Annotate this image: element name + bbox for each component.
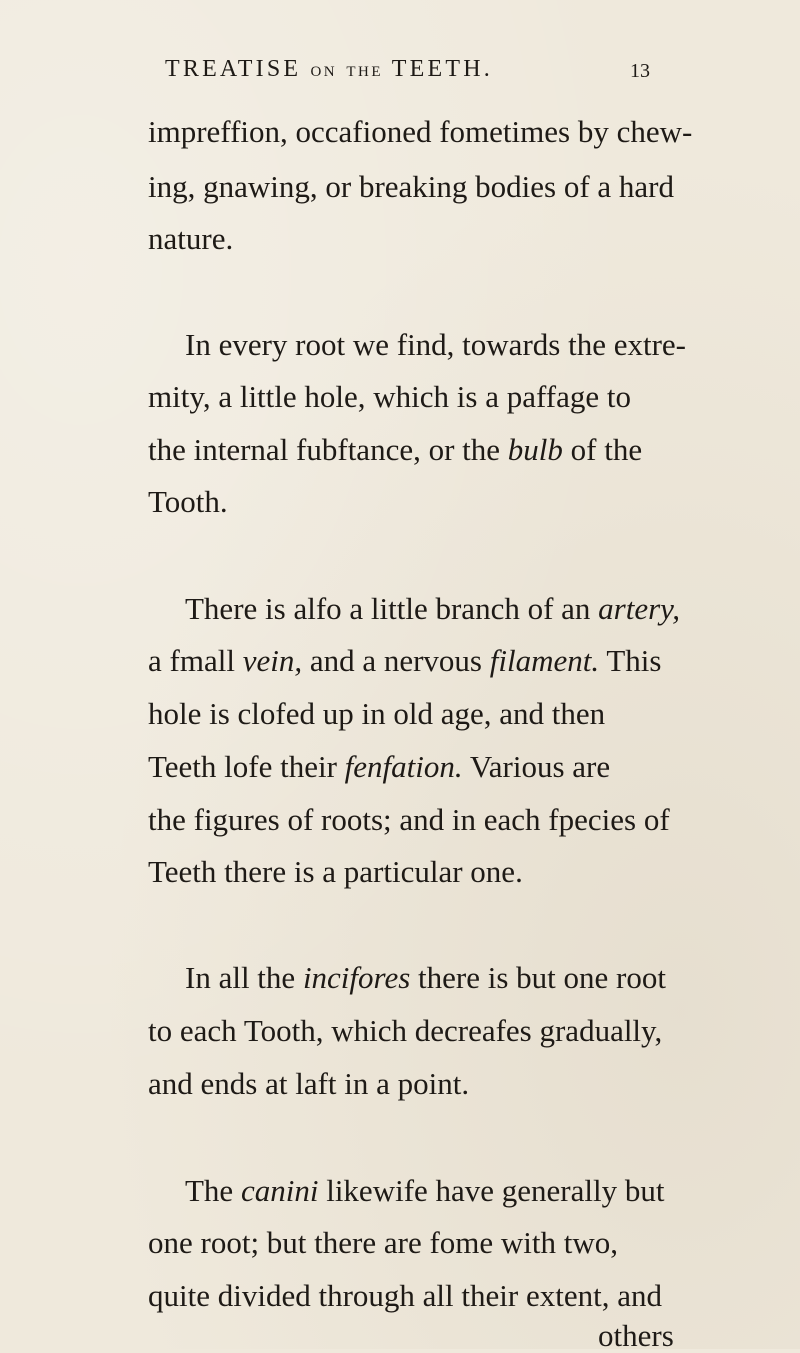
text-line-content: This (606, 643, 662, 678)
text-line-content: and ends at laft in a point. (148, 1066, 470, 1101)
text-line (148, 1227, 618, 1258)
text-line-content: there is but one root (418, 960, 666, 995)
text-line-content: nature. (148, 221, 234, 256)
text-line-content: likewife have generally but (326, 1173, 665, 1208)
text-line-content: In every root we find, towards the extre- (185, 327, 686, 362)
text-line-content: ing, gnawing, or breaking bodies of a hard (148, 169, 675, 204)
text-line-content: and a nervous (309, 643, 482, 678)
text-line (148, 856, 523, 887)
text-line-content: of the (570, 432, 643, 467)
text-line-content: Various are (469, 749, 611, 784)
text-line-content: impreffion, occafioned fometimes by chew- (148, 114, 693, 149)
header-word-teeth: TEETH. (391, 56, 493, 82)
text-line (148, 1015, 662, 1046)
text-line (185, 962, 666, 993)
text-line (148, 434, 642, 465)
text-line-content: hole is clofed up in old age, and then (148, 696, 606, 731)
text-line (148, 171, 674, 202)
text-line (148, 223, 233, 254)
text-line-content: to each Tooth, which decreafes gradually, (148, 1013, 663, 1048)
page-number: 13 (630, 60, 650, 82)
italic-term-artery: artery, (598, 591, 680, 626)
text-line (148, 698, 605, 729)
text-line-content: the figures of roots; and in each fpecies of (148, 802, 670, 837)
text-line-content: In all the (185, 960, 296, 995)
text-line-content: one root; but there are fome with two, (148, 1225, 619, 1260)
italic-term-canini: canini (240, 1173, 319, 1208)
header-word-the: THE (346, 64, 384, 80)
text-line (148, 1280, 662, 1311)
italic-term-incifores: incifores (302, 960, 411, 995)
italic-term-fenfation: fenfation. (344, 749, 463, 784)
header-word-treatise: TREATISE (165, 56, 302, 82)
text-line (148, 645, 661, 676)
text-line-content: the internal fubftance, or the (148, 432, 501, 467)
italic-term-vein: vein, (242, 643, 303, 678)
italic-term-filament: filament. (489, 643, 600, 678)
text-line (185, 1175, 664, 1206)
header-word-on: ON (310, 64, 338, 80)
text-line (148, 381, 631, 412)
text-line-content: Teeth lofe their (148, 749, 337, 784)
text-line-content: Tooth. (148, 484, 228, 519)
catchword: others (598, 1318, 674, 1353)
italic-term-bulb: bulb (507, 432, 563, 467)
running-header (165, 56, 685, 96)
text-line-content: quite divided through all their extent, and (148, 1278, 662, 1313)
text-line (148, 114, 693, 149)
header-title (165, 56, 493, 83)
text-line-content: There is alfo a little branch of an (185, 591, 591, 626)
text-line-content: a fmall (148, 643, 235, 678)
text-line-content: mity, a little hole, which is a paffage to (148, 379, 631, 414)
text-line (148, 1068, 469, 1099)
text-line (148, 751, 610, 782)
text-line (148, 804, 670, 835)
text-line (185, 593, 680, 624)
text-line (148, 486, 228, 517)
text-line-content: The (185, 1173, 234, 1208)
text-line (185, 329, 686, 360)
text-line-content: Teeth there is a particular one. (148, 854, 523, 889)
